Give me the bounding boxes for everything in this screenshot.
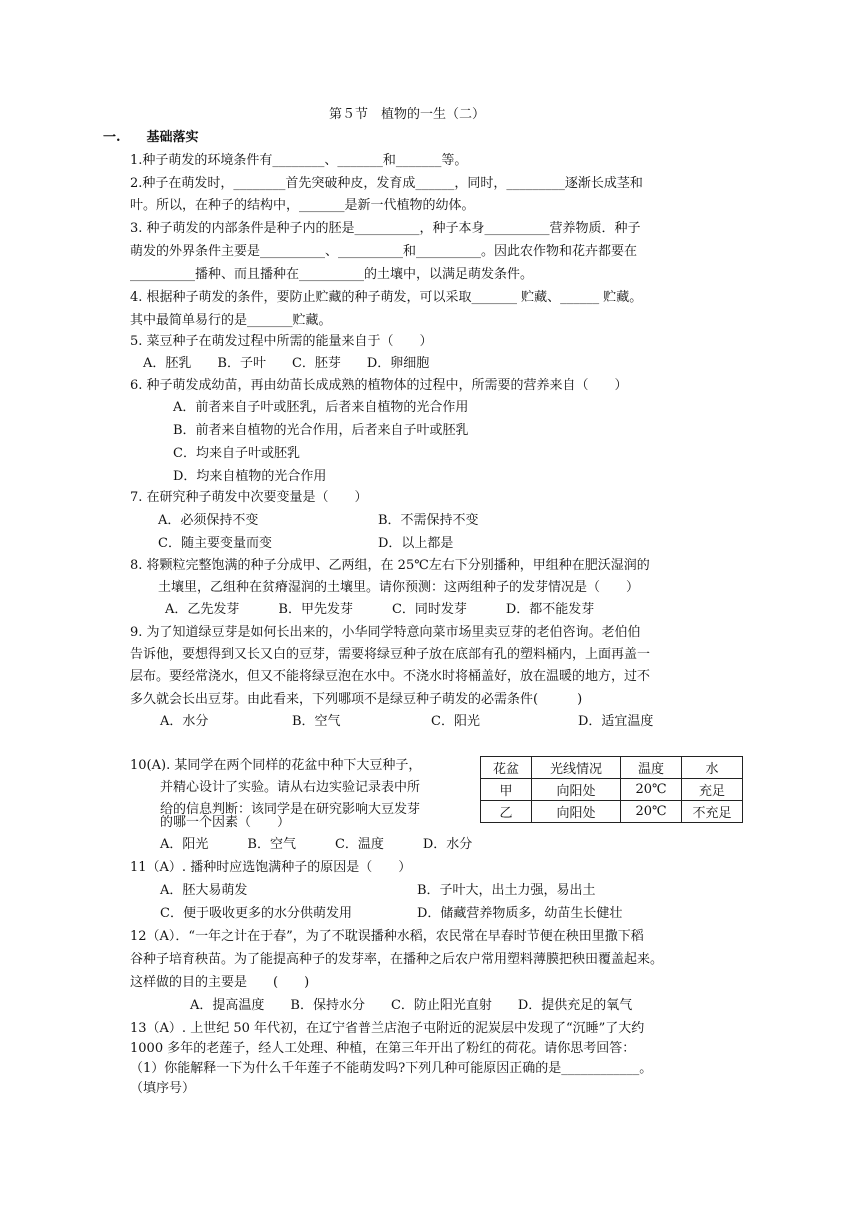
question-11-option-c: C．便于吸收更多的水分供萌发用 bbox=[160, 906, 352, 921]
table-cell: 向阳处 bbox=[532, 801, 621, 823]
question-10-line-2: 并精心设计了实验。请从右边实验记录表中所 bbox=[160, 780, 421, 795]
question-9-option-d: D．适宜温度 bbox=[578, 714, 654, 729]
question-10-line-1: 10(A). 某同学在两个同样的花盆中种下大豆种子， bbox=[130, 758, 422, 773]
question-3-line-1: 3. 种子萌发的内部条件是种子内的胚是__________，种子本身__________营养物质．种子 bbox=[130, 221, 641, 236]
question-7-option-c: C．随主要变量而变 bbox=[158, 536, 272, 551]
question-7-option-b: B．不需保持不变 bbox=[378, 513, 479, 528]
question-11: 11（A）. 播种时应选饱满种子的原因是（ ） bbox=[130, 860, 412, 875]
question-7-option-d: D．以上都是 bbox=[378, 536, 454, 551]
table-cell: 20℃ bbox=[621, 801, 682, 823]
question-2-line-2: 叶。所以，在种子的结构中，_______是新一代植物的幼体。 bbox=[130, 198, 475, 213]
question-4-line-1: 4. 根据种子萌发的条件，要防止贮藏的种子萌发，可以采取_______ 贮藏、______ 贮藏。 bbox=[130, 290, 643, 305]
question-13-line-1: 13（A）. 上世纪 50 年代初，在辽宁省普兰店泡子屯附近的泥炭层中发现了“沉睡”了大约 bbox=[130, 1021, 645, 1036]
table-cell: 甲 bbox=[481, 779, 532, 801]
question-1: 1.种子萌发的环境条件有________、_______和_______等。 bbox=[130, 153, 468, 168]
question-10-options: A．阳光 B．空气 C．温度 D．水分 bbox=[160, 837, 473, 852]
question-5-options: A．胚乳 B．子叶 C．胚芽 D．卵细胞 bbox=[143, 356, 430, 371]
table-header-cell: 花盆 bbox=[481, 757, 532, 779]
question-12-line-2: 谷种子培育秧苗。为了能提高种子的发芽率，在播种之后农户常用塑料薄膜把秧田覆盖起来。 bbox=[130, 952, 664, 967]
table-header-row bbox=[481, 757, 743, 779]
table-row bbox=[481, 801, 743, 823]
question-12-line-1: 12（A）．“一年之计在于春”，为了不耽误播种水稻，农民常在早春时节便在秧田里撒下稻 bbox=[130, 929, 644, 944]
question-8-line-1: 8. 将颗粒完整饱满的种子分成甲、乙两组，在 25℃左右下分别播种，甲组种在肥沃湿润的 bbox=[130, 558, 650, 573]
table-header-cell: 水 bbox=[682, 757, 743, 779]
question-13-line-3: （1）你能解释一下为什么千年莲子不能萌发吗?下列几种可能原因正确的是____________。 bbox=[130, 1061, 653, 1076]
question-12-options: A．提高温度 B．保持水分 C．防止阳光直射 D．提供充足的氧气 bbox=[190, 998, 633, 1013]
table-cell: 充足 bbox=[682, 779, 743, 801]
question-9-line-2: 告诉他，要想得到又长又白的豆芽，需要将绿豆种子放在底部有孔的塑料桶内，上面再盖一 bbox=[130, 647, 651, 662]
question-8-options: A．乙先发芽 B．甲先发芽 C．同时发芽 D．都不能发芽 bbox=[165, 602, 595, 617]
question-11-option-b: B．子叶大，出土力强，易出土 bbox=[417, 883, 596, 898]
question-6-option-d: D．均来自植物的光合作用 bbox=[173, 469, 327, 484]
question-13-line-2: 1000 多年的老莲子，经人工处理、种植，在第三年开出了粉红的荷花。请你思考回答： bbox=[130, 1041, 636, 1056]
table-cell: 20℃ bbox=[621, 779, 682, 801]
question-11-option-a: A．胚大易萌发 bbox=[160, 883, 248, 898]
page-title: 第５节 植物的一生（二） bbox=[329, 107, 486, 122]
question-9-option-a: A．水分 bbox=[160, 714, 209, 729]
question-5: 5. 菜豆种子在萌发过程中所需的能量来自于（ ） bbox=[130, 334, 433, 349]
question-9-line-1: 9. 为了知道绿豆芽是如何长出来的，小华同学特意向菜市场里卖豆芽的老伯咨询。老伯伯 bbox=[130, 625, 641, 640]
question-9-option-c: C．阳光 bbox=[431, 714, 480, 729]
question-9-line-3: 层布。要经常浇水，但又不能将绿豆泡在水中。不浇水时将桶盖好，放在温暖的地方，过不 bbox=[130, 669, 651, 684]
question-13-line-4: （填序号） bbox=[130, 1081, 196, 1096]
question-4-line-2: 其中最简单易行的是_______贮藏。 bbox=[130, 313, 332, 328]
table-header-cell: 光线情况 bbox=[532, 757, 621, 779]
question-9-option-b: B．空气 bbox=[292, 714, 341, 729]
question-11-option-d: D．储藏营养物质多，幼苗生长健壮 bbox=[417, 906, 623, 921]
question-6-option-a: A．前者来自子叶或胚乳，后者来自植物的光合作用 bbox=[173, 400, 469, 415]
table-header-cell: 温度 bbox=[621, 757, 682, 779]
experiment-record-table bbox=[480, 756, 743, 823]
table-cell: 不充足 bbox=[682, 801, 743, 823]
table-cell: 向阳处 bbox=[532, 779, 621, 801]
question-10-line-3: 给的信息判断：该同学是在研究影响大豆发芽 bbox=[160, 802, 421, 817]
question-6-option-b: B．前者来自植物的光合作用，后者来自子叶或胚乳 bbox=[173, 423, 469, 438]
question-6: 6. 种子萌发成幼苗，再由幼苗长成成熟的植物体的过程中，所需要的营养来自（ ） bbox=[130, 378, 628, 393]
question-8-line-2: 土壤里，乙组种在贫瘠湿润的土壤里。请你预测：这两组种子的发芽情况是（ ） bbox=[158, 580, 640, 595]
question-2-line-1: 2.种子在萌发时，________首先突破种皮，发育成______，同时，_________逐渐长成茎和 bbox=[130, 176, 643, 191]
question-6-option-c: C．均来自子叶或胚乳 bbox=[173, 446, 300, 461]
table-row bbox=[481, 779, 743, 801]
question-12-line-3: 这样做的目的主要是 ( ) bbox=[130, 975, 310, 990]
question-9-line-4: 多久就会长出豆芽。由此看来，下列哪项不是绿豆种子萌发的必需条件( ) bbox=[130, 692, 583, 707]
question-7-option-a: A．必须保持不变 bbox=[158, 513, 259, 528]
question-10-line-4: 的哪一个因素（ ） bbox=[160, 815, 291, 830]
table-cell: 乙 bbox=[481, 801, 532, 823]
question-3-line-2: 萌发的外界条件主要是__________、__________和__________。因此农作物和花卉都要在 bbox=[130, 244, 638, 259]
question-3-line-3: __________播种、而且播种在__________的土壤中，以满足萌发条件。 bbox=[130, 267, 534, 282]
question-7: 7. 在研究种子萌发中次要变量是（ ） bbox=[130, 490, 368, 505]
section-heading-basics: 一. 基础落实 bbox=[103, 130, 199, 145]
